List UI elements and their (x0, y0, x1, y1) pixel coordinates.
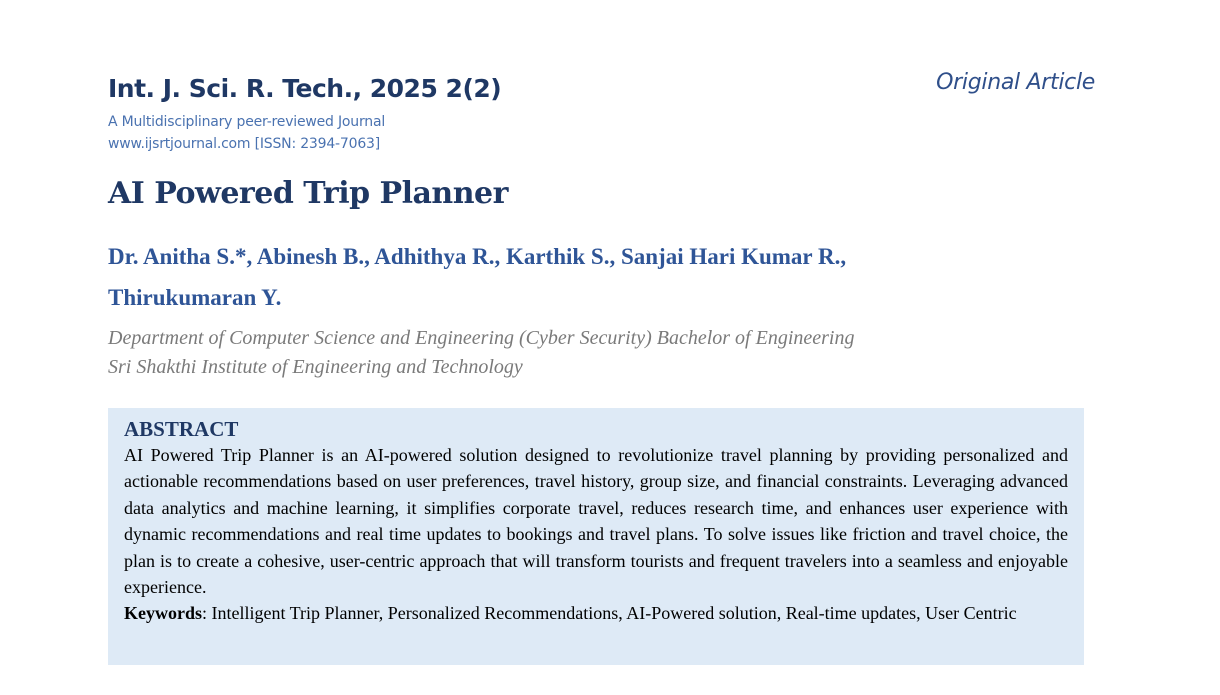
affiliation-institute: Sri Shakthi Institute of Engineering and Technology (108, 356, 523, 378)
affiliation-department: Department of Computer Science and Engineering (Cyber Security) Bachelor of Engineering (108, 327, 855, 349)
journal-website-issn: www.ijsrtjournal.com [ISSN: 2394-7063] (108, 136, 380, 152)
authors-line-1: Dr. Anitha S.*, Abinesh B., Adhithya R., Karthik S., Sanjai Hari Kumar R., (108, 244, 847, 269)
keywords-label: Keywords (124, 603, 202, 624)
journal-title: Int. J. Sci. R. Tech., 2025 2(2) (108, 74, 502, 103)
journal-subtitle: A Multidisciplinary peer-reviewed Journal (108, 114, 386, 130)
keywords-text: : Intelligent Trip Planner, Personalized Recommendations, AI-Powered solution, Real-time updates, User Centric (202, 603, 1017, 624)
authors-line-2: Thirukumaran Y. (108, 285, 282, 310)
abstract-body: AI Powered Trip Planner is an AI-powered solution designed to revolutionize travel planning by providing personalized and actionable recommendations based on user preferences, travel history, group size, and financial constraints. Leveraging advanced data analytics and machine learning, it simplifies corporate travel, reduces research time, and enhances user experience with dynamic recommendations and real time updates to bookings and travel plans. To solve issues like friction and travel choice, the plan is to create a cohesive, user-centric approach that will transform tourists and frequent travelers into a seamless and enjoyable experience. (124, 445, 1068, 598)
abstract-box (108, 408, 1084, 665)
article-type-label: Original Article (936, 70, 1095, 95)
keywords-line (124, 600, 1068, 626)
paper-title: AI Powered Trip Planner (108, 176, 508, 211)
abstract-heading: ABSTRACT (124, 417, 239, 441)
